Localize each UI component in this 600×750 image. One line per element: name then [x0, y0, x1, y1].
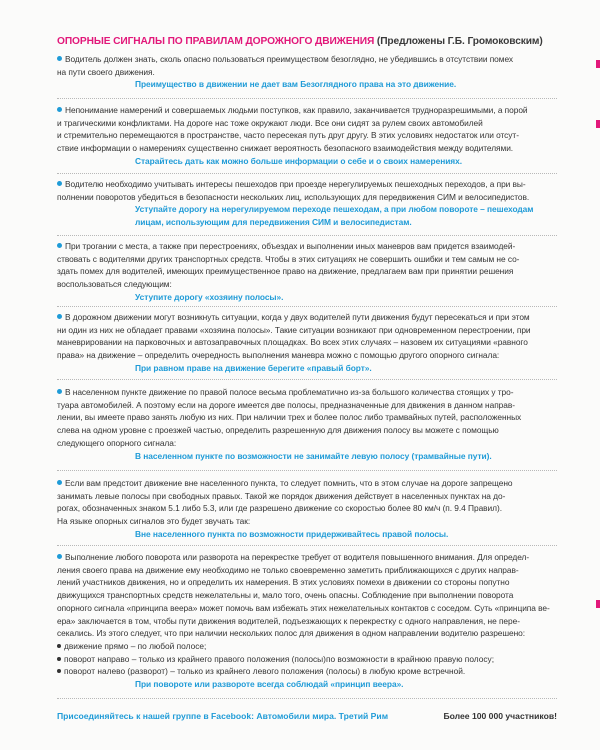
section-1: [57, 53, 557, 91]
margin-marker-icon: [596, 120, 600, 128]
section-divider: [57, 306, 557, 307]
section-4: [57, 240, 557, 303]
facebook-group-link[interactable]: Присоединяйтесь к нашей группе в Facebook: Автомобили мира. Третий Рим: [57, 711, 389, 721]
section-paragraph: В дорожном движении могут возникнуть ситуации, когда у двух водителей пути движения будут пересекаться и при этом ни один из них не обладает правами «хозяина полосы». Такие ситуации возникают при одновременном перестроении, при маневрировании на парковочных и автозаправочных площадках. Во всех этих случаях – назовем их ситуациями «равного права» на движение – определить очередность выполнения маневра можно с помощью другого опорного сигнала:: [57, 312, 531, 361]
margin-marker-icon: [596, 60, 600, 68]
bullet-icon: [57, 554, 62, 559]
document-subtitle: (Предложены Г.Б. Громоковским): [376, 36, 543, 47]
section-paragraph: Водитель должен знать, сколь опасно пользоваться преимуществом безоглядно, не убедившись в отсутствии помех на пути своего движения.: [57, 54, 513, 77]
list-dot-icon: [57, 669, 61, 673]
section-callout: При равном праве на движение берегите «правый борт».: [135, 362, 372, 373]
section-divider: [57, 98, 557, 99]
list-item: движение прямо – по любой полосе;: [57, 640, 557, 653]
bullet-icon: [57, 389, 62, 394]
bullet-icon: [57, 480, 62, 485]
section-paragraph: В населенном пункте движение по правой полосе весьма проблематично из-за большого количества стоящих у тро- туара автомобилей. А поэтому если на дороге имеется две полосы, предназначенные для движения в данном направ- лении, вы имеете право занять любую из них. При наличии трех и более полос либо трамвайных путей, расположенных слева на одном уровне с проезжей частью, определить разрешенную для движения полосу вы можете с помощью следующего опорного сигнала:: [57, 387, 522, 448]
section-divider: [57, 545, 557, 546]
section-callout: Уступайте дорогу на нерегулируемом переходе пешеходам, а при любом повороте – пешеходам лицам, использующим для передвижения СИМ и велосипедистам.: [135, 204, 534, 227]
section-8: [57, 551, 557, 690]
section-divider: [57, 235, 557, 236]
section-callout: Вне населенного пункта по возможности придерживайтесь правой полосы.: [135, 528, 449, 539]
margin-marker-icon: [596, 600, 600, 608]
section-2: [57, 104, 557, 167]
section-divider: [57, 470, 557, 471]
list-dot-icon: [57, 644, 61, 648]
section-6: [57, 386, 557, 462]
document-title: ОПОРНЫЕ СИГНАЛЫ ПО ПРАВИЛАМ ДОРОЖНОГО ДВИЖЕНИЯ: [57, 36, 375, 47]
document-header: [57, 36, 557, 47]
section-callout: Уступите дорогу «хозяину полосы».: [135, 291, 284, 302]
section-divider: [57, 173, 557, 174]
section-callout: Старайтесь дать как можно больше информации о себе и о своих намерениях.: [135, 155, 463, 166]
section-paragraph: Водителю необходимо учитывать интересы пешеходов при проезде нерегулируемых пешеходных переходов, а при вы- полнении поворотов убедиться в безопасности нескольких лиц, использующих для передвижения СИМ и велосипедистов.: [57, 179, 530, 202]
bullet-icon: [57, 56, 62, 61]
bullet-icon: [57, 243, 62, 248]
bullet-icon: [57, 314, 62, 319]
section-paragraph: При трогании с места, а также при перестроениях, объездах и выполнении иных маневров вам придется взаимодей- ствовать с водителями других транспортных средств. Чтобы в этих ситуациях не совершить ошибки и тем самым не со- здать помех для водителей, имеющих преимущественное право на движение, предлагаем вам при принятии решения воспользоваться следующим:: [57, 241, 520, 290]
section-divider: [57, 698, 557, 699]
section-paragraph: Если вам предстоит движение вне населенного пункта, то следует помнить, что в этом случае на дороге запрещено занимать левые полосы при свободных правых. Такой же порядок движения действует в населенных пунктах на до- рогах, обозначенных знаком 5.1 либо 5.3, или где разрешено движение со скоростью более 80 км/ч (п. 9.4 Правил). На языке опорных сигналов это будет звучать так:: [57, 478, 513, 527]
list-item: поворот направо – только из крайнего правого положения (полосы)по возможности в крайнюю правую полосу;: [57, 653, 557, 666]
list-dot-icon: [57, 657, 61, 661]
section-paragraph: Непонимание намерений и совершаемых людьми поступков, как правило, заканчивается трудноразрешимыми, а порой и трагическими конфликтами. На дороге нас тоже окружают люди. Все они сидят за рулем своих автомобилей и стремительно перемещаются в пространстве, часто пересекая путь друг другу. В этих условиях недостаток или отсут- ствие информации о намерениях существенно снижает вероятность безопасного взаимодействия между водителями.: [57, 105, 528, 154]
list-item: поворот налево (разворот) – только из крайнего левого положения (полосы) в любую кроме встречной.: [57, 665, 557, 678]
section-callout: При повороте или развороте всегда соблюдай «принцип веера».: [135, 678, 404, 689]
section-5: [57, 311, 557, 374]
section-3: [57, 178, 557, 229]
section-paragraph: Выполнение любого поворота или разворота на перекрестке требует от водителя повышенного внимания. Для определ- ления своего права на движение ему необходимо не только своевременно заметить приближающихся с других направ- лений участников движения, но и определить их намерения. В этих условиях помехи в движении со стороны попутно движущихся транспортных средств нежелательны и, мало того, очень опасны. Соблюдение при выполнении поворота опорного сигнала «принципа веера» может помочь вам избежать этих нежелательных контактов с соседом. Суть «принципа ве- ера» заключается в том, чтобы пути движения водителей, подъезжающих к перекрестку с одного направления, не пере- секались. Из этого следует, что при наличии нескольких полос для движения в одном направлении водителю разрешено:: [57, 552, 550, 639]
section-7: [57, 477, 557, 540]
section-callout: Преимущество в движении не дает вам Безоглядного права на это движение.: [135, 79, 457, 90]
bullet-icon: [57, 107, 62, 112]
bullet-icon: [57, 181, 62, 186]
section-divider: [57, 379, 557, 380]
members-count: Более 100 000 участников!: [443, 711, 557, 721]
section-callout: В населенном пункте по возможности не занимайте левую полосу (трамвайные пути).: [135, 450, 492, 461]
document-footer: [57, 711, 557, 721]
